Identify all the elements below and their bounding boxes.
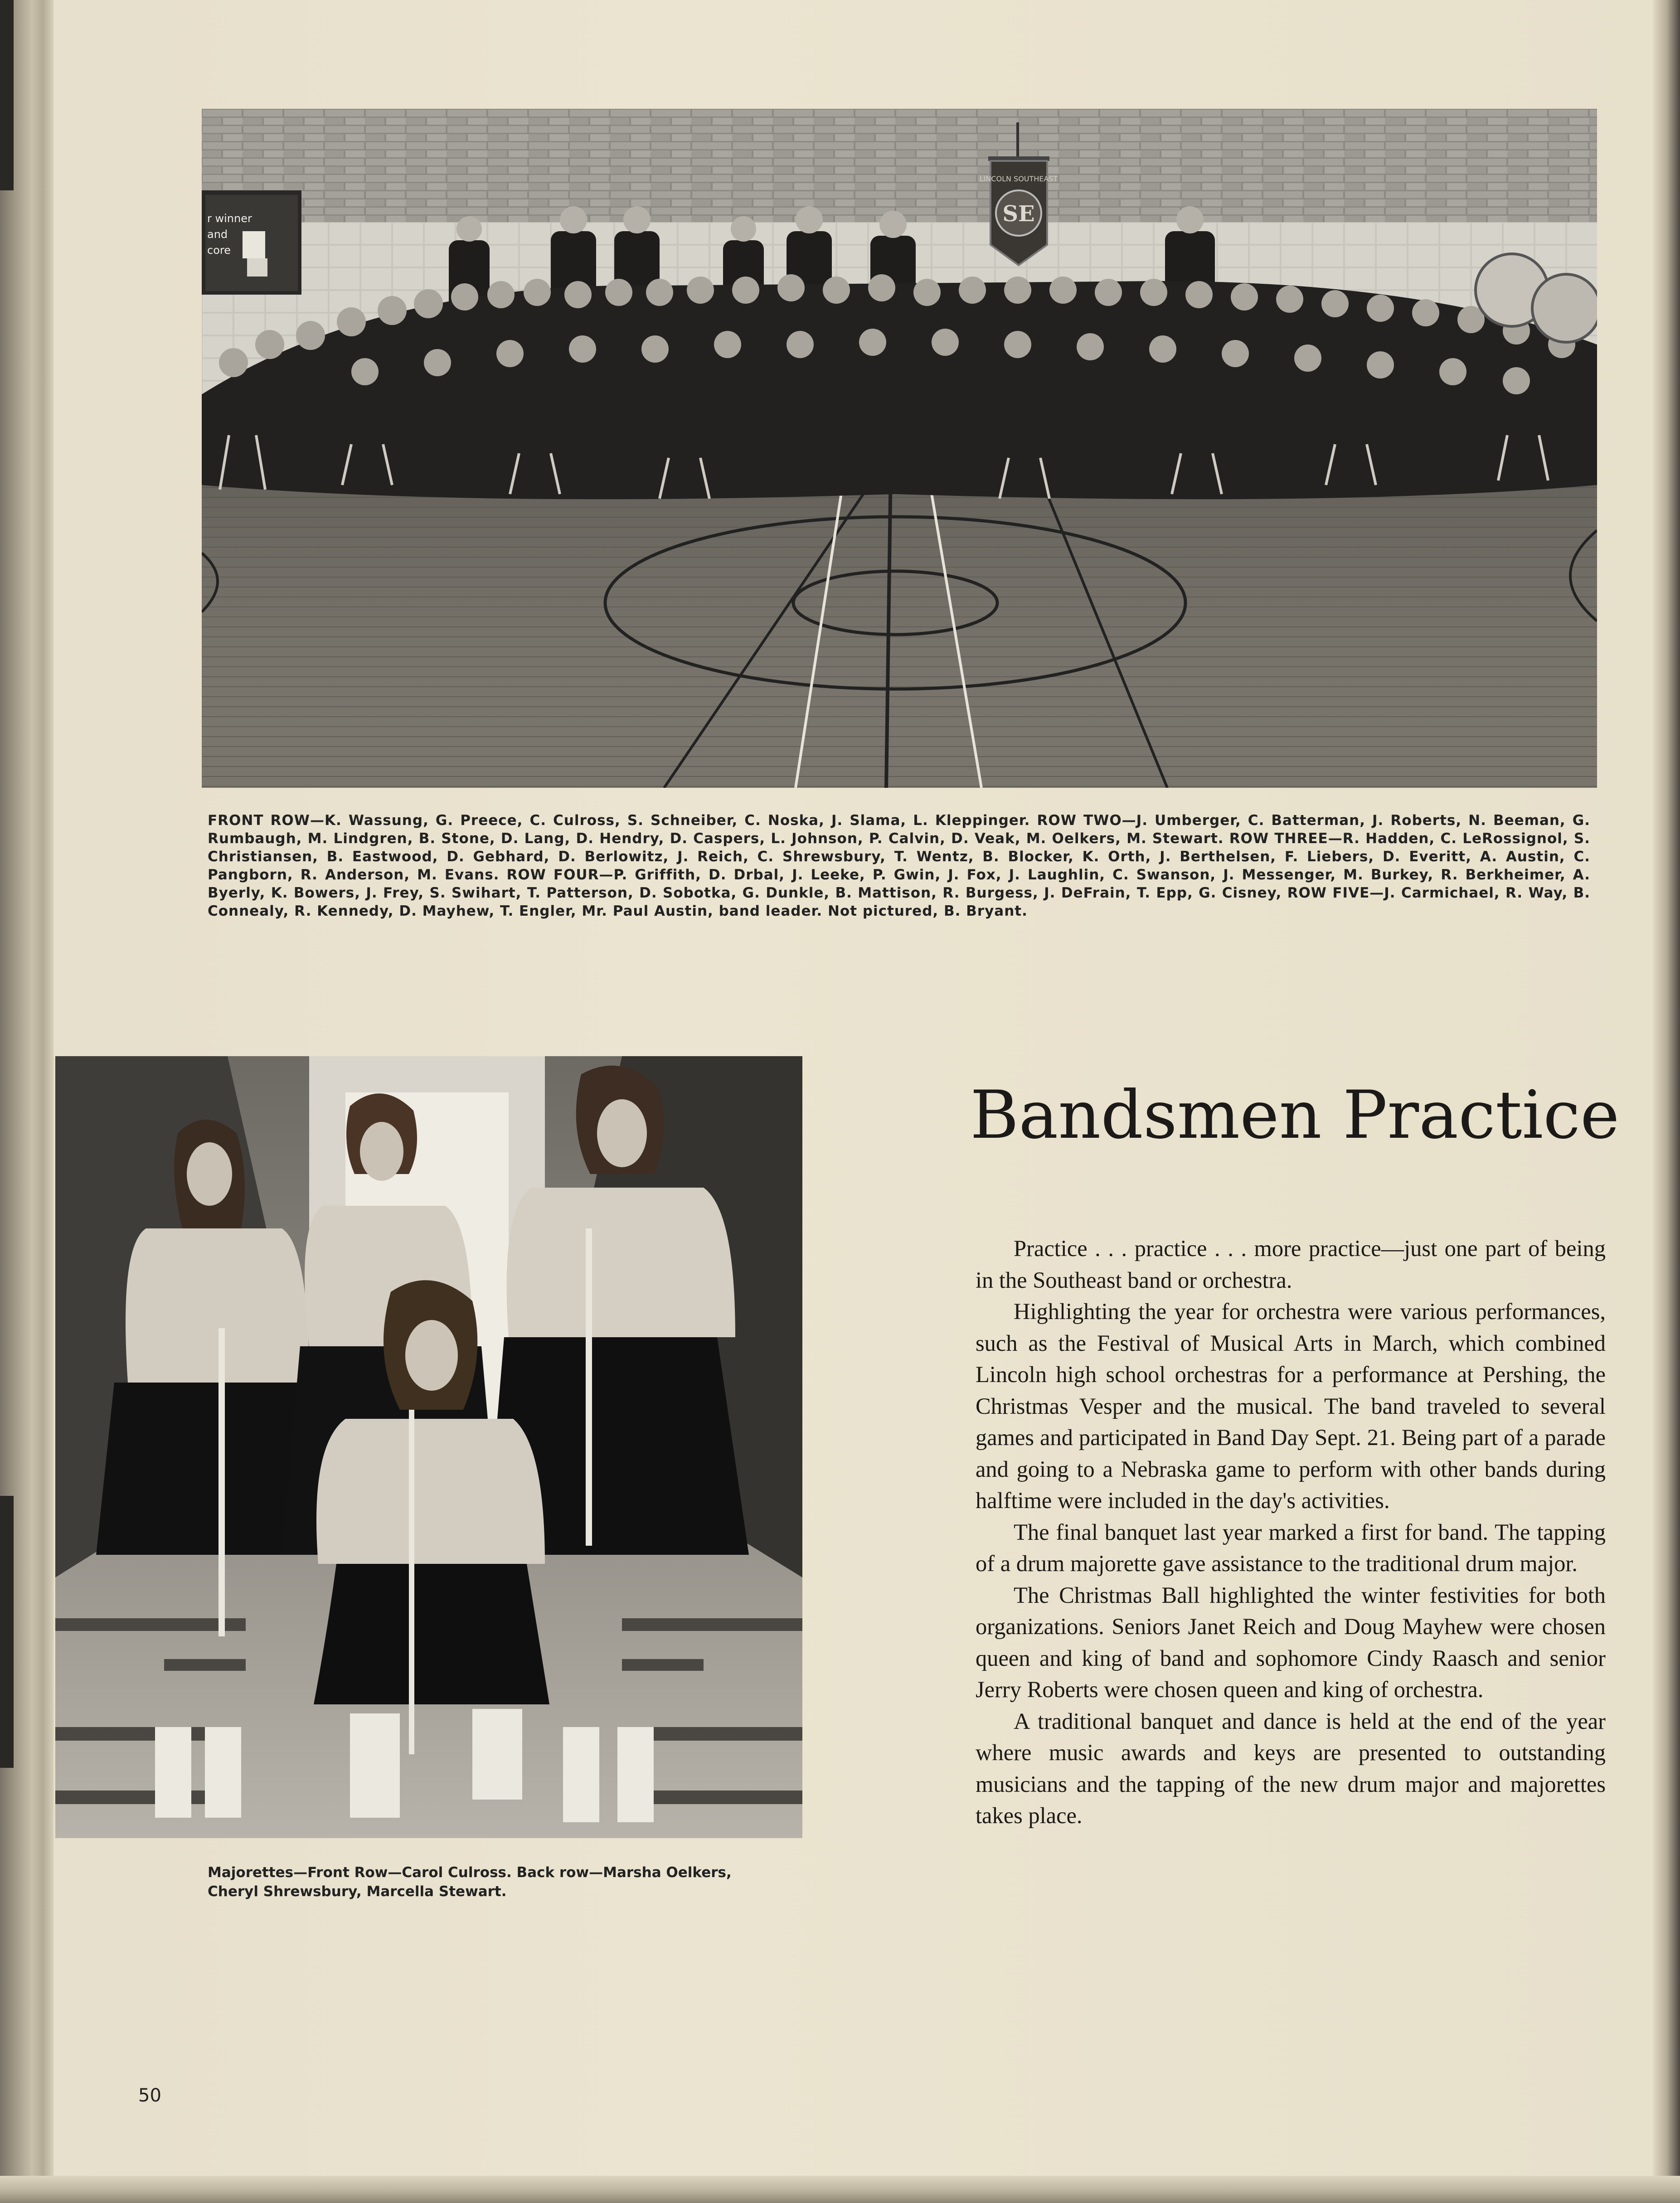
article-title: Bandsmen Practice — [970, 1077, 1620, 1154]
page-bottom-edge — [0, 2176, 1680, 2203]
band-photo — [202, 109, 1597, 788]
svg-text:SE: SE — [1002, 201, 1035, 227]
svg-text:LINCOLN SOUTHEAST: LINCOLN SOUTHEAST — [979, 175, 1058, 183]
article-paragraph: A traditional banquet and dance is held at the end of the year where music awards and keys are presented to outstanding musicians and the tapping of the new drum major and majorettes takes place. — [976, 1708, 1606, 1828]
page-right-edge — [1653, 0, 1680, 2203]
svg-text:core: core — [207, 244, 231, 257]
svg-text:and: and — [207, 228, 228, 241]
band-photo-caption: FRONT ROW—K. Wassung, G. Preece, C. Culross, S. Schneiber, C. Noska, J. Slama, L. Kleppinger. ROW TWO—J. Umberger, C. Batterman, J. Roberts, N. Beeman, G. Rumbaugh, M. Lindgren, B. Stone, D. Lang, D. Hendry, D. Caspers, L. Johnson, P. Calvin, D. Veak, M. Oelkers, M. Stewart. ROW THREE—R. Hadden, C. LeRossignol, S. Christiansen, B. Eastwood, D. Gebhard, D. Berlowitz, J. Reich, C. Shrewsbury, T. Wentz, B. Blocker, K. Orth, J. Berthelsen, F. Liebers, D. Everitt, A. Austin, C. Pangborn, R. Anderson, M. Evans. ROW FOUR—P. Griffith, D. Drbal, J. Leeke, P. Gwin, J. Fox, J. Laughlin, C. Swanson, J. Messenger, M. Burkey, R. Berkheimer, A. Byerly, K. Bowers, J. Frey, S. Swihart, T. Patterson, D. Sobotka, G. Dunkle, B. Mattison, R. Burgess, J. DeFrain, T. Epp, G. Cisney, ROW FIVE—J. Carmichael, R. Way, B. Connealy, R. Kennedy, D. Mayhew, T. Engler, Mr. Paul Austin, band leader. Not pictured, B. Bryant. — [208, 812, 1590, 919]
svg-text:r winner: r winner — [207, 212, 252, 225]
book-spine — [0, 0, 53, 2203]
article-body — [976, 1233, 1606, 1832]
article-paragraph: The Christmas Ball highlighted the winter festivities for both organizations. Seniors Janet Reich and Doug Mayhew were chosen queen and king of band and sophomore Cindy Raasch and senior Jerry Roberts were chosen queen and king of orchestra. — [976, 1582, 1606, 1702]
majorettes-photo — [55, 1056, 802, 1838]
article-paragraph: Highlighting the year for orchestra were various performances, such as the Festival of Musical Arts in March, which combined Lincoln high school orchestras for a performance at Pershing, the Christmas Vesper and the musical. The band traveled to several games and participated in Band Day Sept. 21. Being part of a parade and going to a Nebraska game to perform with other bands during halftime were included in the day's activities. — [976, 1299, 1606, 1513]
article-paragraph: Practice . . . practice . . . more practice—just one part of being in the Southeast band or orchestra. — [976, 1236, 1606, 1293]
majorettes-photo-caption: Majorettes—Front Row—Carol Culross. Back row—Marsha Oelkers, Cheryl Shrewsbury, Marcella Stewart. — [208, 1864, 732, 1900]
article-paragraph: The final banquet last year marked a first for band. The tapping of a drum majorette gave assistance to the traditional drum major. — [976, 1519, 1606, 1576]
page-number: 50 — [138, 2085, 161, 2106]
